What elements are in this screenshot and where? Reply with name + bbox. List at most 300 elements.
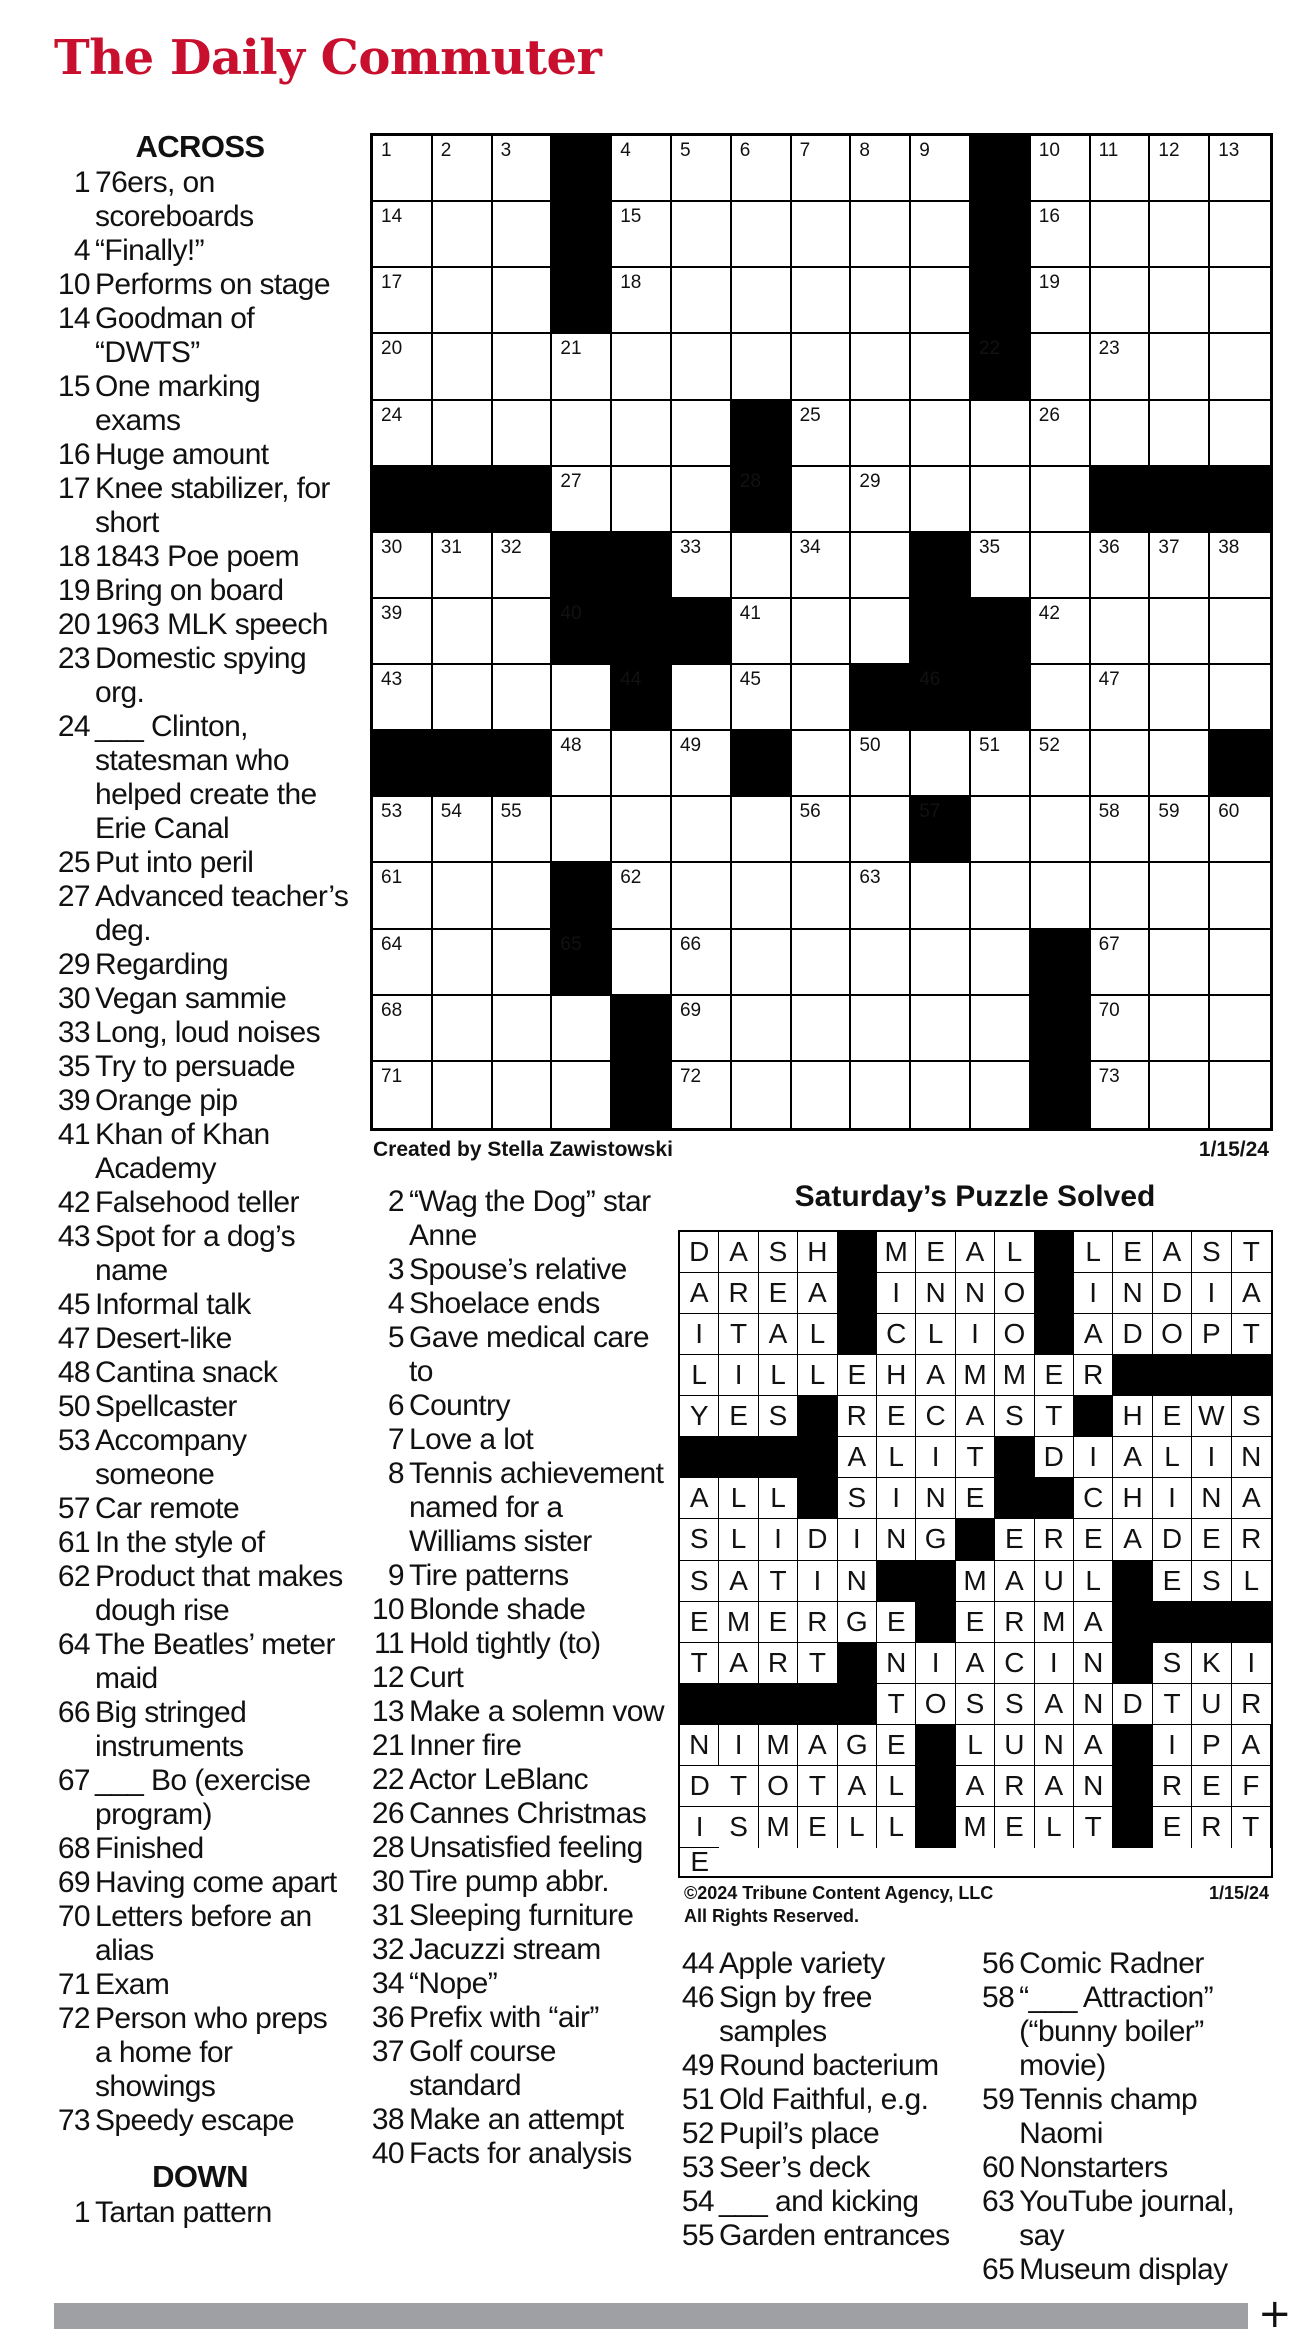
- grid-cell[interactable]: [911, 202, 971, 268]
- grid-cell[interactable]: [552, 401, 612, 467]
- clue-number: 47: [57, 1322, 90, 1355]
- grid-cell[interactable]: [851, 467, 911, 533]
- grid-cell[interactable]: [433, 334, 493, 400]
- grid-cell[interactable]: [552, 996, 612, 1062]
- grid-cell[interactable]: [792, 334, 852, 400]
- grid-cell[interactable]: [612, 930, 672, 996]
- clue-item: [50, 1832, 350, 1866]
- clue-item: [672, 2117, 972, 2151]
- grid-cell[interactable]: [732, 202, 792, 268]
- solution-black-square: [1035, 1232, 1074, 1273]
- grid-cell[interactable]: [851, 797, 911, 863]
- grid-cell[interactable]: [433, 136, 493, 202]
- clue-number: 16: [57, 438, 90, 471]
- clue-text: “Nope”: [409, 1967, 498, 2000]
- grid-cell[interactable]: [1150, 863, 1210, 929]
- solution-black-square: [759, 1684, 798, 1725]
- grid-cell[interactable]: [732, 334, 792, 400]
- clue-item: [672, 1947, 972, 1981]
- grid-cell[interactable]: [552, 797, 612, 863]
- clue-text: “___ Attraction” (“bunny boiler” movie): [1019, 1981, 1214, 2082]
- grid-cell[interactable]: [1091, 136, 1151, 202]
- solution-black-square: [1035, 1273, 1074, 1314]
- clue-text: Spouse’s relative: [409, 1253, 627, 1286]
- clue-item: [362, 1389, 672, 1423]
- grid-cell[interactable]: [1031, 467, 1091, 533]
- clue-number: 27: [57, 880, 90, 913]
- cell-number: 62: [620, 867, 642, 889]
- clue-item: [50, 472, 350, 540]
- clue-item: [362, 1321, 672, 1389]
- grid-cell[interactable]: [1031, 401, 1091, 467]
- black-square: [552, 863, 612, 929]
- grid-cell[interactable]: [1150, 996, 1210, 1062]
- grid-cell[interactable]: [911, 268, 971, 334]
- cell-number: 33: [679, 536, 702, 558]
- solution-cell: R: [995, 1602, 1034, 1643]
- clue-item: [50, 1866, 350, 1900]
- puzzle-date: 1/15/24: [1198, 1138, 1269, 1161]
- grid-cell[interactable]: [792, 1062, 852, 1128]
- grid-cell[interactable]: [612, 268, 672, 334]
- grid-cell[interactable]: [1210, 599, 1270, 665]
- grid-cell[interactable]: [612, 202, 672, 268]
- plus-icon[interactable]: +: [1258, 2291, 1292, 2337]
- grid-cell[interactable]: [1031, 797, 1091, 863]
- grid-cell[interactable]: [971, 996, 1031, 1062]
- grid-cell[interactable]: [433, 930, 493, 996]
- clue-number: 32: [371, 1933, 404, 1966]
- solution-cell: S: [995, 1396, 1034, 1437]
- grid-cell[interactable]: [1091, 334, 1151, 400]
- grid-cell[interactable]: [433, 665, 493, 731]
- solution-cell: S: [759, 1232, 798, 1273]
- grid-cell[interactable]: [732, 1062, 792, 1128]
- clue-number: 6: [387, 1389, 404, 1422]
- grid-cell[interactable]: [433, 202, 493, 268]
- clue-text: Car remote: [95, 1492, 240, 1525]
- grid-cell[interactable]: [493, 401, 553, 467]
- grid-cell[interactable]: [612, 731, 672, 797]
- solution-cell: P: [1192, 1314, 1231, 1355]
- cell-number: 16: [1038, 206, 1060, 228]
- clue-number: 24: [57, 710, 90, 743]
- grid-cell[interactable]: [1091, 268, 1151, 334]
- grid-cell[interactable]: [433, 599, 493, 665]
- grid-cell[interactable]: [373, 136, 433, 202]
- bottom-scrollbar[interactable]: [54, 2303, 1248, 2329]
- grid-cell[interactable]: [1091, 599, 1151, 665]
- solution-black-square: [1035, 1478, 1074, 1519]
- grid-cell[interactable]: [851, 533, 911, 599]
- solution-cell: N: [680, 1725, 719, 1766]
- clue-text: Gave medical care to: [409, 1321, 649, 1388]
- clue-number: 57: [57, 1492, 90, 1525]
- grid-cell[interactable]: [1091, 401, 1151, 467]
- grid-cell[interactable]: [493, 136, 553, 202]
- clue-number: 10: [371, 1593, 404, 1626]
- clue-text: Tennis achievement named for a Williams sister: [409, 1457, 664, 1558]
- grid-cell[interactable]: [1150, 731, 1210, 797]
- grid-cell[interactable]: [732, 268, 792, 334]
- grid-cell[interactable]: [971, 731, 1031, 797]
- grid-cell[interactable]: [851, 599, 911, 665]
- grid-cell[interactable]: [851, 863, 911, 929]
- grid-cell[interactable]: [911, 136, 971, 202]
- grid-cell[interactable]: [792, 467, 852, 533]
- grid-cell[interactable]: [1091, 533, 1151, 599]
- grid-cell[interactable]: [493, 863, 553, 929]
- grid-cell[interactable]: [1210, 401, 1270, 467]
- cell-number: 30: [381, 536, 403, 558]
- grid-cell[interactable]: [433, 268, 493, 334]
- grid-cell[interactable]: [792, 599, 852, 665]
- grid-cell[interactable]: [911, 996, 971, 1062]
- solution-black-square: [759, 1437, 798, 1478]
- grid-cell[interactable]: [732, 797, 792, 863]
- grid-cell[interactable]: [672, 136, 732, 202]
- grid-cell[interactable]: [373, 863, 433, 929]
- grid-cell[interactable]: [493, 268, 553, 334]
- grid-cell[interactable]: [971, 930, 1031, 996]
- solution-cell: L: [1153, 1437, 1192, 1478]
- grid-cell[interactable]: [672, 1062, 732, 1128]
- cell-number: 47: [1098, 669, 1120, 691]
- solution-cell: D: [1035, 1437, 1074, 1478]
- grid-cell[interactable]: [493, 797, 553, 863]
- solution-black-square: [798, 1396, 837, 1437]
- clue-text: Sign by free samples: [719, 1981, 872, 2048]
- grid-cell[interactable]: [792, 268, 852, 334]
- grid-cell[interactable]: [1210, 268, 1270, 334]
- grid-cell[interactable]: [732, 996, 792, 1062]
- grid-cell[interactable]: [851, 136, 911, 202]
- grid-cell[interactable]: [493, 665, 553, 731]
- grid-cell[interactable]: [1150, 930, 1210, 996]
- grid-cell[interactable]: [433, 797, 493, 863]
- solution-cell: S: [956, 1684, 995, 1725]
- grid-cell[interactable]: [433, 863, 493, 929]
- grid-cell[interactable]: [672, 665, 732, 731]
- clue-item: [362, 1763, 672, 1797]
- solution-cell: D: [1113, 1314, 1152, 1355]
- clue-number: 25: [57, 846, 90, 879]
- grid-cell[interactable]: [851, 202, 911, 268]
- grid-cell[interactable]: [373, 1062, 433, 1128]
- grid-cell[interactable]: [1091, 731, 1151, 797]
- grid-cell[interactable]: [612, 136, 672, 202]
- solution-cell: E: [680, 1602, 719, 1643]
- grid-cell[interactable]: [433, 401, 493, 467]
- grid-cell[interactable]: [971, 533, 1031, 599]
- solution-cell: I: [1153, 1725, 1192, 1766]
- grid-cell[interactable]: [552, 665, 612, 731]
- grid-cell[interactable]: [493, 334, 553, 400]
- grid-cell[interactable]: [1150, 665, 1210, 731]
- clue-item: [362, 1695, 672, 1729]
- grid-cell[interactable]: [792, 202, 852, 268]
- grid-cell[interactable]: [1210, 202, 1270, 268]
- grid-cell[interactable]: [1210, 996, 1270, 1062]
- grid-cell[interactable]: [493, 996, 553, 1062]
- clue-text: Domestic spying org.: [95, 642, 307, 709]
- grid-cell[interactable]: [433, 533, 493, 599]
- grid-cell[interactable]: [1031, 665, 1091, 731]
- grid-cell[interactable]: [792, 863, 852, 929]
- solution-cell: C: [1074, 1478, 1113, 1519]
- grid-cell[interactable]: [493, 1062, 553, 1128]
- cell-number: 63: [859, 867, 881, 889]
- clue-number: 71: [57, 1968, 90, 2001]
- grid-cell[interactable]: [1091, 863, 1151, 929]
- solution-cell: M: [956, 1807, 995, 1848]
- grid-cell[interactable]: [732, 665, 792, 731]
- grid-cell[interactable]: [552, 1062, 612, 1128]
- grid-cell[interactable]: [732, 136, 792, 202]
- grid-cell[interactable]: [373, 533, 433, 599]
- clue-number: 4: [387, 1287, 404, 1320]
- grid-cell[interactable]: [911, 731, 971, 797]
- grid-cell[interactable]: [1031, 533, 1091, 599]
- cell-number: 58: [1098, 801, 1120, 823]
- grid-cell[interactable]: [493, 599, 553, 665]
- grid-cell[interactable]: [971, 797, 1031, 863]
- grid-cell[interactable]: [672, 401, 732, 467]
- grid-cell[interactable]: [911, 930, 971, 996]
- clue-text: Product that makes dough rise: [95, 1560, 343, 1627]
- grid-cell[interactable]: [971, 401, 1031, 467]
- grid-cell[interactable]: [1150, 334, 1210, 400]
- grid-cell[interactable]: [1210, 665, 1270, 731]
- grid-cell[interactable]: [851, 268, 911, 334]
- solution-cell: R: [1153, 1766, 1192, 1807]
- clue-text: Unsatisfied feeling: [409, 1831, 643, 1864]
- grid-cell[interactable]: [672, 268, 732, 334]
- cell-number: 42: [1038, 602, 1060, 624]
- grid-cell[interactable]: [732, 599, 792, 665]
- grid-cell[interactable]: [792, 996, 852, 1062]
- grid-cell[interactable]: [792, 136, 852, 202]
- grid-cell[interactable]: [911, 863, 971, 929]
- grid-cell[interactable]: [792, 731, 852, 797]
- clue-item: [50, 268, 350, 302]
- solution-cell: D: [680, 1766, 719, 1807]
- solution-cell: L: [838, 1807, 877, 1848]
- grid-cell[interactable]: [552, 731, 612, 797]
- solution-cell: E: [995, 1807, 1034, 1848]
- grid-cell[interactable]: [672, 996, 732, 1062]
- grid-cell[interactable]: [1031, 863, 1091, 929]
- grid-cell[interactable]: [612, 401, 672, 467]
- clue-item: [50, 1492, 350, 1526]
- solution-cell: A: [1153, 1232, 1192, 1273]
- solution-cell: H: [877, 1355, 916, 1396]
- grid-cell[interactable]: [851, 930, 911, 996]
- solution-cell: S: [1232, 1396, 1271, 1437]
- grid-cell[interactable]: [792, 665, 852, 731]
- cell-number: 40: [560, 602, 582, 624]
- grid-cell[interactable]: [1031, 136, 1091, 202]
- grid-cell[interactable]: [373, 401, 433, 467]
- grid-cell[interactable]: [433, 996, 493, 1062]
- clue-item: [50, 1560, 350, 1628]
- grid-cell[interactable]: [1150, 268, 1210, 334]
- solution-cell: R: [995, 1766, 1034, 1807]
- grid-cell[interactable]: [373, 930, 433, 996]
- black-square: [612, 996, 672, 1062]
- grid-cell[interactable]: [373, 334, 433, 400]
- grid-cell[interactable]: [1150, 599, 1210, 665]
- clue-item: [50, 1118, 350, 1186]
- grid-cell[interactable]: [1091, 797, 1151, 863]
- grid-cell[interactable]: [1210, 1062, 1270, 1128]
- solution-cell: T: [877, 1684, 916, 1725]
- grid-cell[interactable]: [732, 863, 792, 929]
- grid-cell[interactable]: [792, 401, 852, 467]
- clue-item: [50, 1356, 350, 1390]
- grid-cell[interactable]: [373, 665, 433, 731]
- grid-cell[interactable]: [672, 930, 732, 996]
- grid-cell[interactable]: [493, 533, 553, 599]
- grid-cell[interactable]: [612, 467, 672, 533]
- solution-cell: N: [877, 1643, 916, 1684]
- grid-cell[interactable]: [792, 533, 852, 599]
- grid-cell[interactable]: [1150, 401, 1210, 467]
- grid-cell[interactable]: [1150, 202, 1210, 268]
- grid-cell[interactable]: [911, 401, 971, 467]
- grid-cell[interactable]: [612, 797, 672, 863]
- solution-cell: N: [1035, 1725, 1074, 1766]
- grid-cell[interactable]: [792, 930, 852, 996]
- clue-item: [50, 302, 350, 370]
- grid-cell[interactable]: [373, 797, 433, 863]
- clue-text: Knee stabilizer, for short: [95, 472, 330, 539]
- solution-cell: N: [916, 1273, 955, 1314]
- solution-black-square: [1153, 1602, 1192, 1643]
- grid-cell[interactable]: [612, 863, 672, 929]
- grid-cell[interactable]: [493, 930, 553, 996]
- grid-cell[interactable]: [1210, 136, 1270, 202]
- grid-cell[interactable]: [672, 731, 732, 797]
- grid-cell[interactable]: [672, 863, 732, 929]
- grid-cell[interactable]: [971, 1062, 1031, 1128]
- solution-cell: E: [995, 1519, 1034, 1560]
- grid-cell[interactable]: [373, 268, 433, 334]
- grid-cell[interactable]: [792, 797, 852, 863]
- black-square: [851, 665, 911, 731]
- solution-black-square: [838, 1232, 877, 1273]
- grid-cell[interactable]: [552, 334, 612, 400]
- grid-cell[interactable]: [1031, 731, 1091, 797]
- grid-cell[interactable]: [1091, 930, 1151, 996]
- solution-cell: D: [1113, 1684, 1152, 1725]
- grid-cell[interactable]: [373, 202, 433, 268]
- grid-cell[interactable]: [1031, 202, 1091, 268]
- grid-cell[interactable]: [552, 467, 612, 533]
- grid-cell[interactable]: [1210, 930, 1270, 996]
- grid-cell[interactable]: [672, 334, 732, 400]
- solution-cell: A: [719, 1232, 758, 1273]
- grid-cell[interactable]: [1210, 797, 1270, 863]
- solution-cell: T: [1035, 1396, 1074, 1437]
- grid-cell[interactable]: [672, 467, 732, 533]
- solution-cell: A: [956, 1766, 995, 1807]
- grid-cell[interactable]: [1210, 334, 1270, 400]
- grid-cell[interactable]: [1150, 797, 1210, 863]
- solution-cell: G: [838, 1602, 877, 1643]
- grid-cell[interactable]: [851, 996, 911, 1062]
- grid-cell[interactable]: [672, 202, 732, 268]
- cell-number: 35: [978, 536, 1001, 558]
- clue-text: Bring on board: [95, 574, 284, 607]
- clue-item: [362, 1967, 672, 2001]
- solution-cell: P: [1192, 1725, 1231, 1766]
- cell-number: 46: [919, 669, 941, 691]
- grid-cell[interactable]: [1031, 268, 1091, 334]
- grid-cell[interactable]: [1031, 334, 1091, 400]
- solution-cell: E: [956, 1478, 995, 1519]
- grid-cell[interactable]: [1091, 202, 1151, 268]
- grid-cell[interactable]: [373, 599, 433, 665]
- grid-cell[interactable]: [1210, 863, 1270, 929]
- solution-cell: H: [1113, 1478, 1152, 1519]
- cell-number: 69: [679, 999, 702, 1021]
- grid-cell[interactable]: [1150, 1062, 1210, 1128]
- grid-cell[interactable]: [971, 467, 1031, 533]
- cell-number: 54: [440, 801, 462, 823]
- solution-cell: L: [995, 1232, 1034, 1273]
- grid-cell[interactable]: [911, 1062, 971, 1128]
- grid-cell[interactable]: [1150, 533, 1210, 599]
- grid-cell[interactable]: [851, 731, 911, 797]
- grid-cell[interactable]: [1091, 996, 1151, 1062]
- clue-item: [50, 438, 350, 472]
- grid-cell[interactable]: [851, 334, 911, 400]
- grid-cell[interactable]: [672, 533, 732, 599]
- grid-cell[interactable]: [911, 334, 971, 400]
- grid-cell[interactable]: [1210, 533, 1270, 599]
- grid-cell[interactable]: [911, 467, 971, 533]
- cell-number: 8: [859, 140, 870, 161]
- grid-cell[interactable]: [732, 930, 792, 996]
- black-square: [552, 930, 612, 996]
- grid-cell[interactable]: [851, 1062, 911, 1128]
- grid-cell[interactable]: [1091, 665, 1151, 731]
- grid-cell[interactable]: [851, 401, 911, 467]
- clue-number: 35: [57, 1050, 90, 1083]
- grid-cell[interactable]: [1091, 1062, 1151, 1128]
- solution-cell: S: [1192, 1561, 1231, 1602]
- solution-black-square: [1074, 1396, 1113, 1437]
- grid-cell[interactable]: [971, 863, 1031, 929]
- solution-cell: S: [759, 1396, 798, 1437]
- grid-cell[interactable]: [732, 533, 792, 599]
- solution-cell: O: [759, 1766, 798, 1807]
- clue-text: Sleeping furniture: [409, 1899, 634, 1932]
- grid-cell[interactable]: [433, 1062, 493, 1128]
- clue-item: [982, 2253, 1282, 2287]
- clue-number: 66: [57, 1696, 90, 1729]
- solution-black-square: [1232, 1602, 1271, 1643]
- grid-cell[interactable]: [493, 202, 553, 268]
- clue-text: Round bacterium: [719, 2049, 939, 2082]
- grid-cell[interactable]: [1031, 599, 1091, 665]
- clue-item: [362, 1729, 672, 1763]
- grid-cell[interactable]: [612, 334, 672, 400]
- grid-cell[interactable]: [373, 996, 433, 1062]
- grid-cell[interactable]: [1150, 136, 1210, 202]
- grid-cell[interactable]: [672, 797, 732, 863]
